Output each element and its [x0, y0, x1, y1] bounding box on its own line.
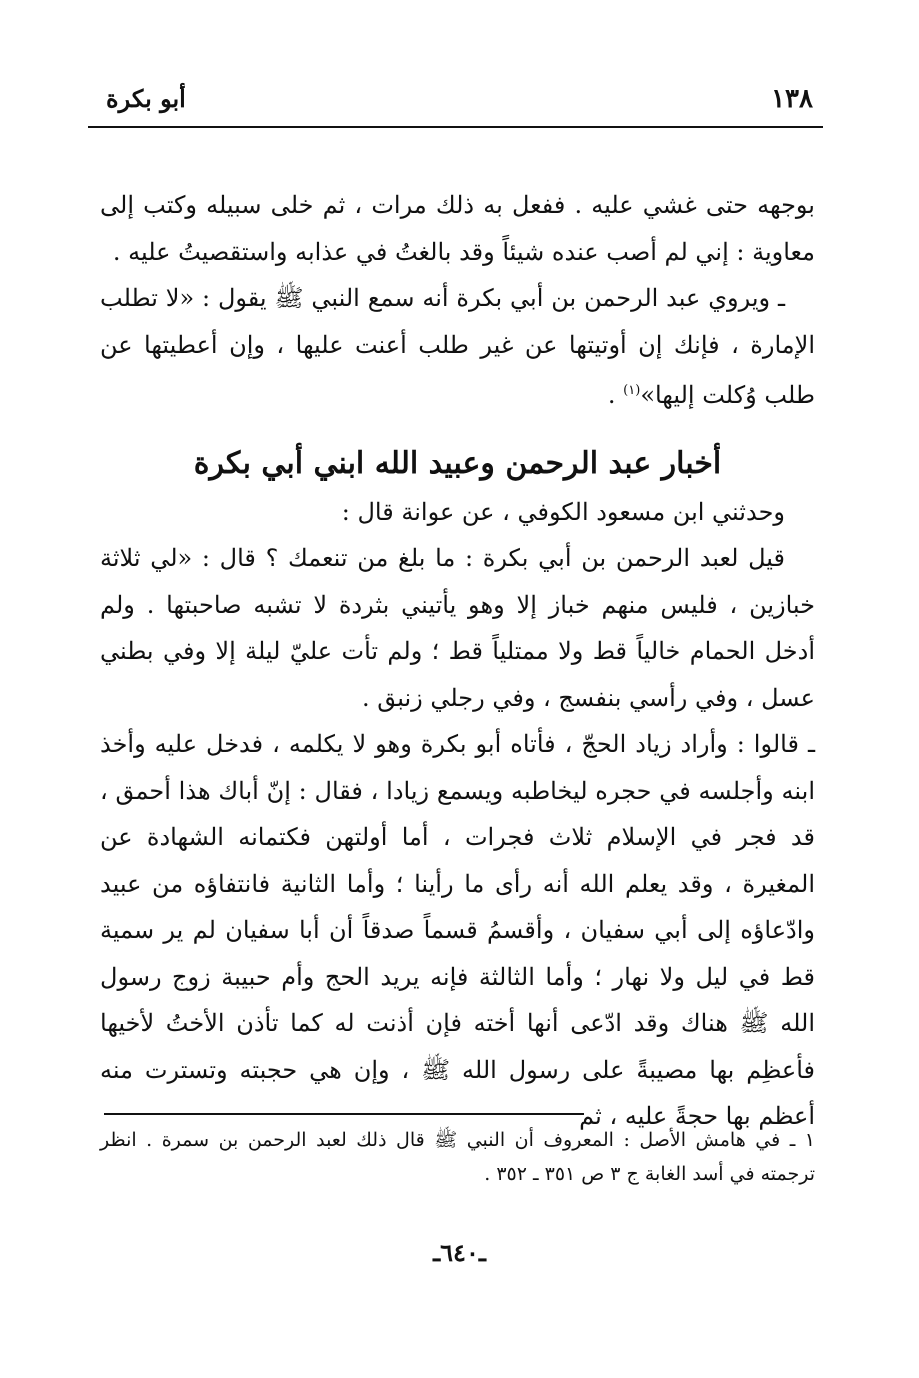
paragraph-2-end: . — [607, 381, 624, 409]
paragraph-1: بوجهه حتى غشي عليه . ففعل به ذلك مرات ، ثم خلى سبيله وكتب إلى معاوية : إني لم أصب عنده شيئاً وقد بالغتُ في عذابه واستقصيتُ عليه . — [100, 191, 815, 266]
running-title: أبو بكرة — [106, 84, 186, 113]
folio-number: ـ٦٤٠ـ — [433, 1238, 486, 1267]
main-text — [100, 182, 815, 1140]
section-heading: أخبار عبد الرحمن وعبيد الله ابني أبي بكرة — [193, 445, 722, 481]
paragraph-3: وحدثني ابن مسعود الكوفي ، عن عوانة قال : — [341, 497, 785, 526]
paragraph-4: قيل لعبد الرحمن بن أبي بكرة : ما بلغ من تنعمك ؟ قال : «لي ثلاثة خبازين ، فليس منهم خباز إلا وهو يأتيني بثردة لا تشبه صاحبتها . ولم أدخل الحمام خالياً قط ولا ممتلياً قط ؛ ولم تأت عليّ ليلة إلا وفي بطني عسل ، وفي رأسي بنفسج ، وفي رجلي زنبق . — [100, 544, 815, 712]
paragraph-2 — [100, 275, 815, 419]
footnote-marker: (١) — [623, 383, 641, 398]
footnote-rule — [104, 1113, 584, 1115]
page-header — [96, 84, 823, 124]
paragraph-5: ـ قالوا : وأراد زياد الحجّ ، فأتاه أبو بكرة وهو لا يكلمه ، فدخل عليه وأخذ ابنه وأجلسه في حجره ليخاطبه ويسمع زيادا ، فقال : إنّ أباك هذا أحمق ، قد فجر في الإسلام ثلاث فجرات ، أما أولتهن فكتمانه الشهادة عن المغيرة ، وقد يعلم الله أنه رأى ما رأينا ؛ وأما الثانية فانتفاؤه من عبيد وادّعاؤه إلى أبي سفيان ، وأقسمُ قسماً صدقاً أن أبا سفيان لم ير سمية قط في ليل ولا نهار ؛ وأما الثالثة فإنه يريد الحج وأم حبيبة زوج رسول الله ﷺ هناك وقد ادّعى أنها أخته فإن أذنت له كما تأذن الأختُ لأخيها فأعظِم بها مصيبةً على رسول الله ﷺ ، وإن هي حجبته وتسترت منه أعظم بها حجةً عليه ، ثم — [100, 730, 815, 1130]
paragraph-2-text: ـ ويروي عبد الرحمن بن أبي بكرة أنه سمع النبي ﷺ يقول : «لا تطلب الإمارة ، فإنك إن أوتيتها عن غير طلب أعنت عليها ، وإن أعطيتها عن طلب وُكلت إليها» — [100, 284, 815, 409]
footnote: ١ ـ في هامش الأصل : المعروف أن النبي ﷺ قال ذلك لعبد الرحمن بن سمرة . انظر ترجمته في أسد الغابة ج ٣ ص ٣٥١ ـ ٣٥٢ . — [100, 1129, 815, 1185]
page-number: ١٣٨ — [771, 84, 813, 114]
header-rule — [88, 126, 823, 128]
